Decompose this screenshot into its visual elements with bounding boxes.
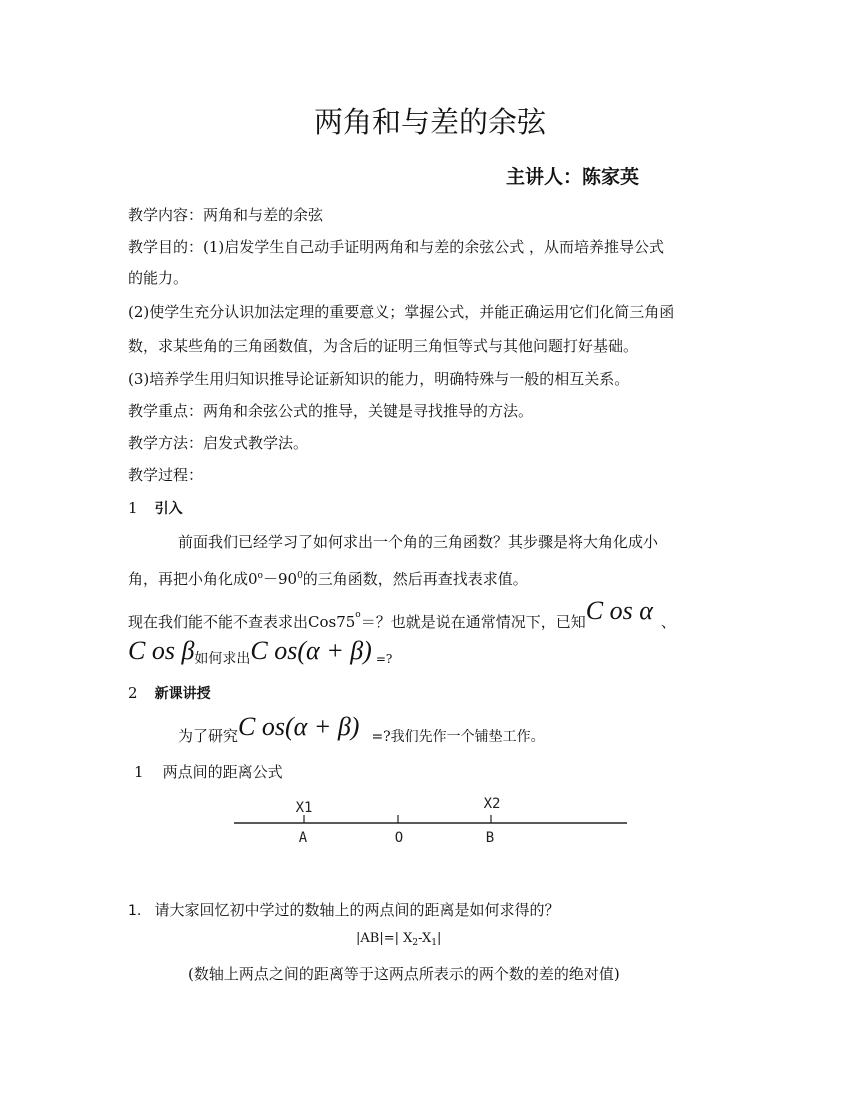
speaker-name: 主讲人：陈家英: [506, 166, 640, 188]
section-1-heading: [128, 498, 183, 518]
math-cos-sum: C os(α + β): [250, 636, 372, 665]
question-text-c: 如何求出: [194, 651, 251, 667]
formula-part-b: -X: [418, 931, 432, 946]
question-text-a: 现在我们能不能不查表求出Cos75: [128, 613, 356, 631]
intro-text-b: －90: [262, 570, 298, 588]
intro-line-1: 前面我们已经学习了如何求出一个角的三角函数？其步骤是将大角化成小: [178, 533, 659, 551]
question-separator: 、: [660, 613, 676, 631]
subsection-1-number: 1: [134, 763, 144, 781]
label-a: A: [298, 830, 308, 846]
label-x1: X1: [295, 800, 313, 816]
formula-part-c: |: [437, 931, 442, 946]
intro-text-c: 的三角函数，然后再查找表求值。: [302, 570, 528, 588]
intro-degree-1: o: [257, 571, 263, 581]
key-line: 教学重点：两角和余弦公式的推导，关键是寻找推导的方法。: [128, 402, 534, 420]
goal2-line-1: (2)使学生充分认识加法定理的重要意义；掌握公式，并能正确运用它们化简三角函: [128, 303, 675, 321]
research-text-b: =?我们先作一个铺垫工作。: [371, 729, 545, 745]
intro-line-2: [128, 566, 528, 589]
label-x2: X2: [483, 796, 501, 812]
goal-line-2: 的能力。: [128, 269, 189, 287]
math-cos-sum-2: C os(α + β): [238, 712, 360, 741]
section-1-number: 1: [128, 499, 138, 517]
subsection-1-label: 两点间的距离公式: [162, 763, 283, 781]
process-line: 教学过程：: [128, 466, 204, 484]
question-1: [128, 900, 559, 920]
intro-degree-2: 0: [297, 571, 303, 581]
goal3-line: (3)培养学生用归知识推导论证新知识的能力，明确特殊与一般的相互关系。: [128, 370, 630, 388]
method-line: 教学方法：启发式教学法。: [128, 434, 309, 452]
goal2-line-2: 数，求某些角的三角函数值，为含后的证明三角恒等式与其他问题打好基础。: [128, 337, 639, 355]
section-2-heading: [128, 683, 211, 703]
question-1-text: 请大家回忆初中学过的数轴上的两点间的距离是如何求得的？: [154, 901, 560, 919]
question-text-b: ＝？也就是说在通常情况下，已知: [360, 613, 586, 631]
question-1-number: 1.: [128, 903, 142, 919]
page-title: 两角和与差的余弦: [313, 105, 546, 139]
distance-explanation: (数轴上两点之间的距离等于这两点所表示的两个数的差的绝对值): [188, 965, 620, 983]
math-cos-alpha: C os α: [585, 596, 653, 625]
section-2-number: 2: [128, 684, 138, 702]
intro-text-a: 角，再把小角化成0: [128, 570, 258, 588]
math-cos-beta: C os β: [128, 636, 195, 665]
section-2-label: 新课讲授: [154, 686, 211, 702]
goal-line-1: 教学目的：(1)启发学生自己动手证明两角和与差的余弦公式 ，从而培养推导公式: [128, 238, 665, 256]
formula-sub-2: 2: [412, 938, 419, 948]
research-text-a: 为了研究: [178, 727, 239, 745]
content-line: 教学内容：两角和与差的余弦: [128, 206, 324, 224]
section-1-label: 引入: [154, 501, 183, 517]
research-line: [178, 712, 545, 752]
question-degree: o: [355, 610, 361, 620]
subsection-1-heading: [134, 762, 283, 782]
distance-formula: [356, 931, 441, 948]
question-line-2: [128, 636, 392, 672]
label-o: O: [394, 830, 404, 846]
formula-part-a: |AB|=| X: [356, 931, 413, 946]
question-end: =?: [375, 652, 393, 666]
formula-sub-1: 1: [431, 938, 438, 948]
label-b: B: [485, 830, 495, 846]
question-line-1: [128, 596, 676, 632]
